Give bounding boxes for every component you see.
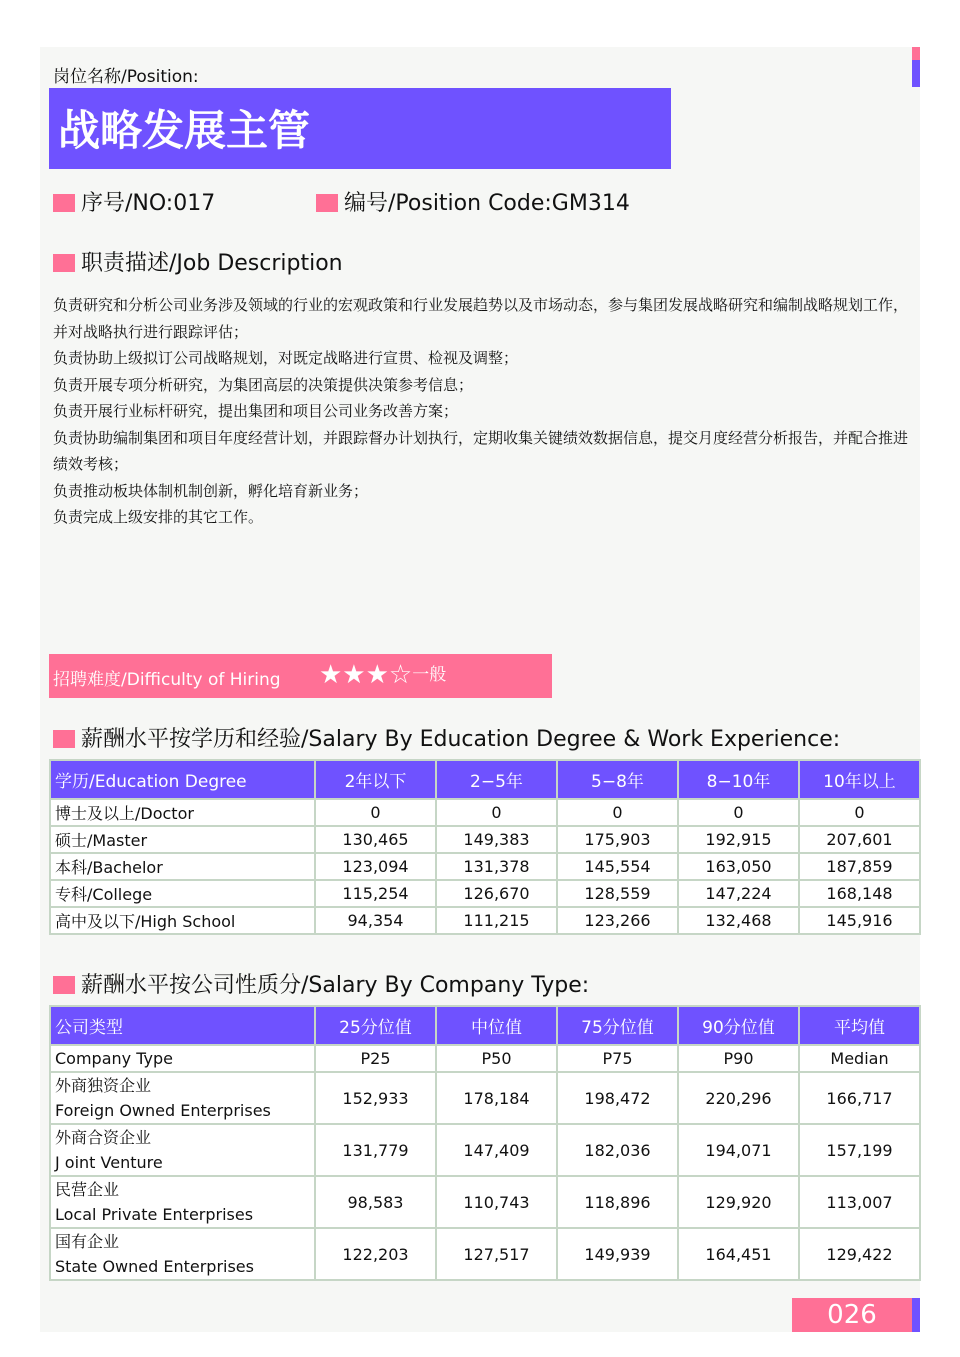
job-description-body <box>53 292 913 531</box>
star-icons: ★★★☆ <box>319 660 413 690</box>
corner-accent-purple <box>912 60 920 87</box>
column-header: 学历/Education Degree <box>50 760 315 799</box>
salary-cell: 198,472 <box>557 1072 678 1124</box>
duty-line: 负责完成上级安排的其它工作。 <box>53 508 264 526</box>
column-subheader: P90 <box>678 1045 799 1072</box>
job-description-heading <box>53 246 343 277</box>
salary-cell: 130,465 <box>315 826 436 853</box>
column-subheader: P75 <box>557 1045 678 1072</box>
salary-cell: 157,199 <box>799 1124 920 1176</box>
duty-line: 负责协助上级拟订公司战略规划，对既定战略进行宣贯、检视及调整； <box>53 349 519 367</box>
row-label: 本科/Bachelor <box>50 853 315 880</box>
salary-cell: 0 <box>678 799 799 826</box>
salary-education-heading <box>53 722 840 753</box>
salary-cell: 128,559 <box>557 880 678 907</box>
salary-cell: 187,859 <box>799 853 920 880</box>
page-number-accent <box>912 1298 920 1332</box>
column-subheader: P50 <box>436 1045 557 1072</box>
duty-line: 负责开展专项分析研究，为集团高层的决策提供决策参考信息； <box>53 375 474 394</box>
duty-line: 负责协助编制集团和项目年度经营计划，并跟踪督办计划执行，定期收集关键绩效数据信息，提交月度经营分析报告，并配合推进绩效考核； <box>53 428 909 473</box>
hiring-difficulty-label: 招聘难度/Difficulty of Hiring <box>53 670 281 690</box>
salary-cell: 166,717 <box>799 1072 920 1124</box>
salary-cell: 0 <box>799 799 920 826</box>
column-header: 平均值 <box>799 1006 920 1045</box>
column-header: 2−5年 <box>436 760 557 799</box>
serial-number-text: 序号/NO:017 <box>81 191 216 216</box>
salary-cell: 145,916 <box>799 907 920 934</box>
salary-cell: 207,601 <box>799 826 920 853</box>
salary-education-table <box>49 759 921 935</box>
serial-number <box>53 186 215 217</box>
bullet-square-icon <box>53 976 75 994</box>
table-row <box>50 826 920 853</box>
bullet-square-icon <box>53 194 75 212</box>
salary-cell: 0 <box>436 799 557 826</box>
salary-cell: 175,903 <box>557 826 678 853</box>
salary-cell: 115,254 <box>315 880 436 907</box>
bullet-square-icon <box>53 254 75 272</box>
salary-cell: 168,148 <box>799 880 920 907</box>
column-header: 90分位值 <box>678 1006 799 1045</box>
duty-line: 负责推动板块体制机制创新，孵化培育新业务； <box>53 481 369 500</box>
salary-cell: 126,670 <box>436 880 557 907</box>
column-subheader: Company Type <box>50 1045 315 1072</box>
position-code <box>316 186 630 217</box>
salary-cell: 192,915 <box>678 826 799 853</box>
salary-cell: 113,007 <box>799 1176 920 1228</box>
salary-cell: 147,409 <box>436 1124 557 1176</box>
column-header: 5−8年 <box>557 760 678 799</box>
salary-cell: 118,896 <box>557 1176 678 1228</box>
salary-cell: 123,094 <box>315 853 436 880</box>
star-rating <box>319 660 446 690</box>
page-title: 战略发展主管 <box>58 106 311 155</box>
salary-cell: 123,266 <box>557 907 678 934</box>
salary-cell: 129,920 <box>678 1176 799 1228</box>
salary-cell: 178,184 <box>436 1072 557 1124</box>
salary-cell: 129,422 <box>799 1228 920 1280</box>
company-type-cn: 国有企业 <box>55 1232 120 1251</box>
table-row <box>50 1124 920 1176</box>
salary-cell: 149,383 <box>436 826 557 853</box>
salary-cell: 98,583 <box>315 1176 436 1228</box>
column-header: 8−10年 <box>678 760 799 799</box>
table-row <box>50 853 920 880</box>
column-header: 中位值 <box>436 1006 557 1045</box>
salary-cell: 164,451 <box>678 1228 799 1280</box>
salary-cell: 194,071 <box>678 1124 799 1176</box>
company-type-en: Foreign Owned Enterprises <box>55 1101 271 1120</box>
salary-cell: 220,296 <box>678 1072 799 1124</box>
salary-cell: 94,354 <box>315 907 436 934</box>
salary-cell: 163,050 <box>678 853 799 880</box>
heading-text: 职责描述/Job Description <box>81 251 343 276</box>
position-label: 岗位名称/Position: <box>53 67 199 87</box>
row-label: 高中及以下/High School <box>50 907 315 934</box>
heading-text: 薪酬水平按学历和经验/Salary By Education Degree & Work Experience: <box>81 727 841 752</box>
column-subheader: Median <box>799 1045 920 1072</box>
salary-cell: 131,378 <box>436 853 557 880</box>
company-type-en: State Owned Enterprises <box>55 1257 254 1276</box>
row-label <box>50 1124 315 1176</box>
bullet-square-icon <box>316 194 338 212</box>
duty-line: 负责开展行业标杆研究，提出集团和项目公司业务改善方案； <box>53 402 459 420</box>
position-code-text: 编号/Position Code:GM314 <box>344 191 630 216</box>
column-header: 公司类型 <box>50 1006 315 1045</box>
corner-accent-pink <box>912 47 920 60</box>
table-header-row <box>50 760 920 799</box>
salary-cell: 145,554 <box>557 853 678 880</box>
column-header: 25分位值 <box>315 1006 436 1045</box>
salary-cell: 182,036 <box>557 1124 678 1176</box>
column-header: 10年以上 <box>799 760 920 799</box>
salary-cell: 0 <box>557 799 678 826</box>
salary-cell: 110,743 <box>436 1176 557 1228</box>
duty-line: 负责研究和分析公司业务涉及领域的行业的宏观政策和行业发展趋势以及市场动态，参与集团发展战略研究和编制战略规划工作，并对战略执行进行跟踪评估； <box>53 296 909 341</box>
row-label: 硕士/Master <box>50 826 315 853</box>
column-header: 75分位值 <box>557 1006 678 1045</box>
table-subheader-row <box>50 1045 920 1072</box>
table-row <box>50 799 920 826</box>
difficulty-level: 一般 <box>412 665 447 685</box>
salary-cell: 149,939 <box>557 1228 678 1280</box>
salary-cell: 132,468 <box>678 907 799 934</box>
table-row <box>50 1228 920 1280</box>
row-label: 专科/College <box>50 880 315 907</box>
salary-company-table <box>49 1005 921 1281</box>
salary-cell: 131,779 <box>315 1124 436 1176</box>
table-row <box>50 1072 920 1124</box>
table-header-row <box>50 1006 920 1045</box>
row-label: 博士及以上/Doctor <box>50 799 315 826</box>
table-row <box>50 1176 920 1228</box>
company-type-cn: 外商独资企业 <box>55 1076 152 1095</box>
company-type-en: Local Private Enterprises <box>55 1205 254 1224</box>
salary-cell: 127,517 <box>436 1228 557 1280</box>
salary-cell: 111,215 <box>436 907 557 934</box>
salary-cell: 147,224 <box>678 880 799 907</box>
salary-company-heading <box>53 968 589 999</box>
heading-text: 薪酬水平按公司性质分/Salary By Company Type: <box>81 973 590 998</box>
bullet-square-icon <box>53 730 75 748</box>
salary-cell: 122,203 <box>315 1228 436 1280</box>
hiring-difficulty-banner <box>49 654 552 698</box>
row-label <box>50 1176 315 1228</box>
table-row <box>50 907 920 934</box>
company-type-cn: 民营企业 <box>55 1180 120 1199</box>
row-label <box>50 1072 315 1124</box>
row-label <box>50 1228 315 1280</box>
column-subheader: P25 <box>315 1045 436 1072</box>
column-header: 2年以下 <box>315 760 436 799</box>
salary-cell: 0 <box>315 799 436 826</box>
company-type-en: J oint Venture <box>55 1153 163 1172</box>
table-row <box>50 880 920 907</box>
page-number: 026 <box>792 1298 912 1332</box>
company-type-cn: 外商合资企业 <box>55 1128 152 1147</box>
salary-cell: 152,933 <box>315 1072 436 1124</box>
